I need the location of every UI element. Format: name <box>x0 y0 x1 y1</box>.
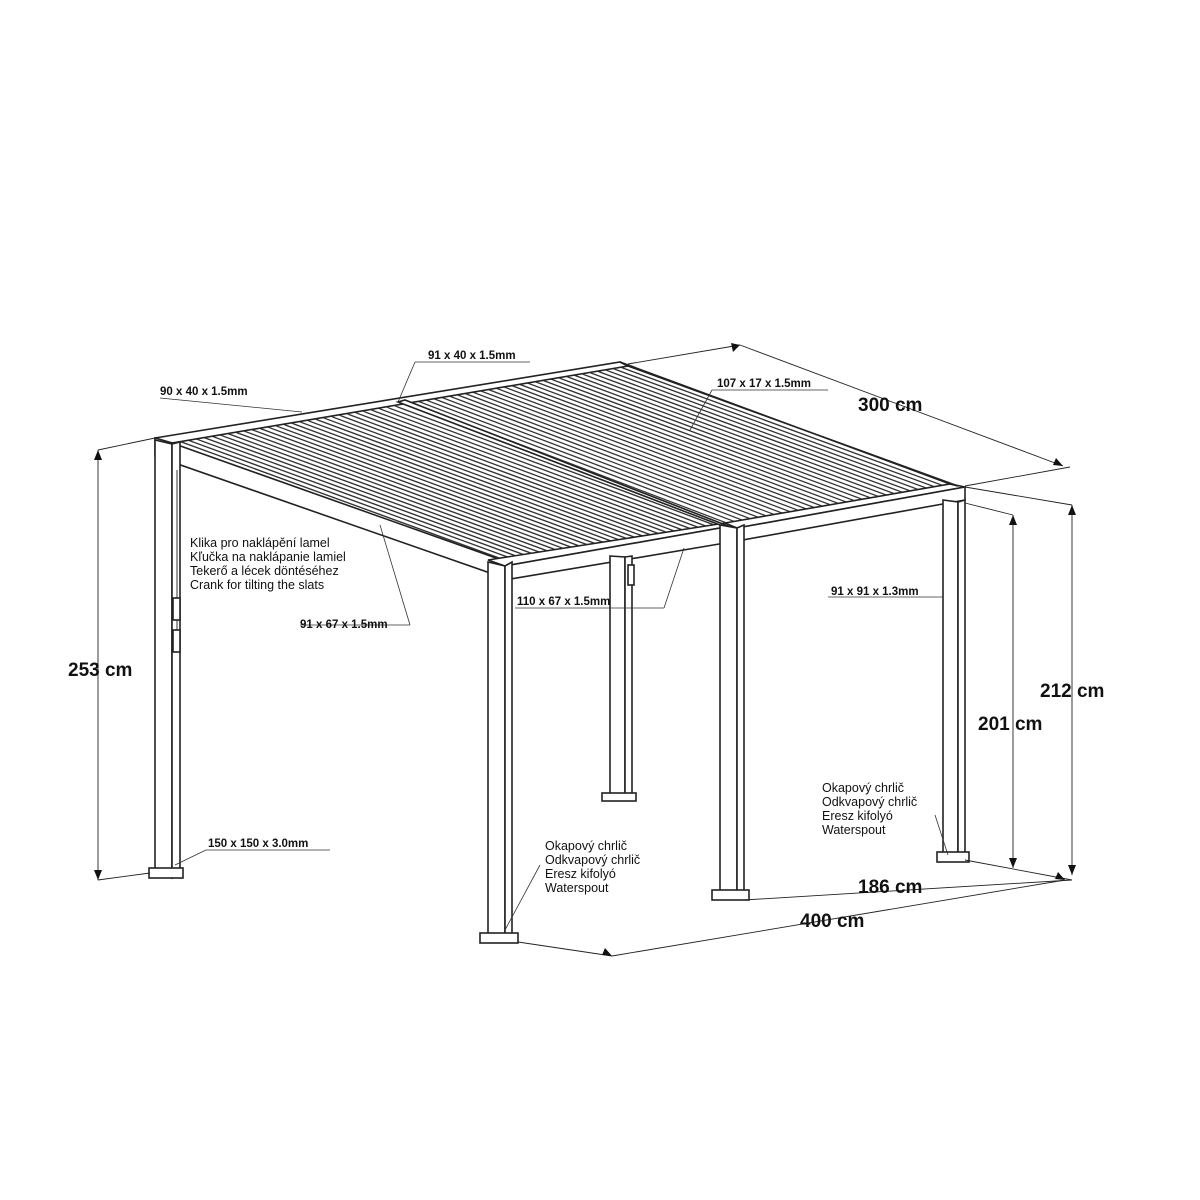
spec-beam-front: 91 x 67 x 1.5mm <box>300 619 388 631</box>
waterspout-rear-en: Waterspout <box>822 823 886 837</box>
waterspout-rear-sk: Odkvapový chrlič <box>822 795 918 809</box>
post-inner <box>610 556 625 797</box>
waterspout-front-sk: Odkvapový chrlič <box>545 853 641 867</box>
spec-frame-mid: 91 x 40 x 1.5mm <box>428 350 516 362</box>
spec-beam-inner: 110 x 67 x 1.5mm <box>517 596 611 608</box>
waterspout-note-rear <box>822 781 917 837</box>
post-middle <box>720 525 737 898</box>
waterspout-front-hu: Eresz kifolyó <box>545 867 616 881</box>
post-back-right-side <box>958 500 965 858</box>
post-front-left-base <box>149 868 183 878</box>
post-middle-side <box>737 525 744 898</box>
waterspout-rear-cz: Okapový chrlič <box>822 781 904 795</box>
crank-note-en: Crank for tilting the slats <box>190 578 325 592</box>
waterspout-note-front <box>545 839 640 895</box>
crank-note-hu: Tekerő a lécek döntéséhez <box>190 564 339 578</box>
waterspout-front-cz: Okapový chrlič <box>545 839 627 853</box>
post-front-right-base <box>480 933 518 943</box>
post-inner-base <box>602 793 636 801</box>
spec-frame-side: 90 x 40 x 1.5mm <box>160 386 248 398</box>
post-back-right <box>943 500 958 858</box>
spec-slat: 107 x 17 x 1.5mm <box>717 378 811 390</box>
waterspout-rear-hu: Eresz kifolyó <box>822 809 893 823</box>
clearance-label: 201 cm <box>978 714 1043 735</box>
post-back-right-base <box>937 852 969 862</box>
height-rear-label: 212 cm <box>1040 681 1105 702</box>
length-label: 400 cm <box>800 911 865 932</box>
post-inner-side <box>625 556 632 797</box>
waterspout-front-en: Waterspout <box>545 881 609 895</box>
crank-note-cz: Klika pro naklápění lamel <box>190 536 330 550</box>
post-front-left-side <box>172 442 180 878</box>
width-label: 300 cm <box>858 395 923 416</box>
spec-post-corner: 150 x 150 x 3.0mm <box>208 838 309 850</box>
post-front-right <box>488 562 505 942</box>
post-front-left <box>155 440 172 878</box>
post-spacing-label: 186 cm <box>858 877 923 898</box>
crank-note-sk: Kľučka na naklápanie lamiel <box>190 550 346 564</box>
crank-note <box>190 536 346 592</box>
height-total-label: 253 cm <box>68 660 133 681</box>
post-middle-base <box>712 890 749 900</box>
spec-post-small: 91 x 91 x 1.3mm <box>831 586 919 598</box>
post-front-right-side <box>505 562 512 942</box>
